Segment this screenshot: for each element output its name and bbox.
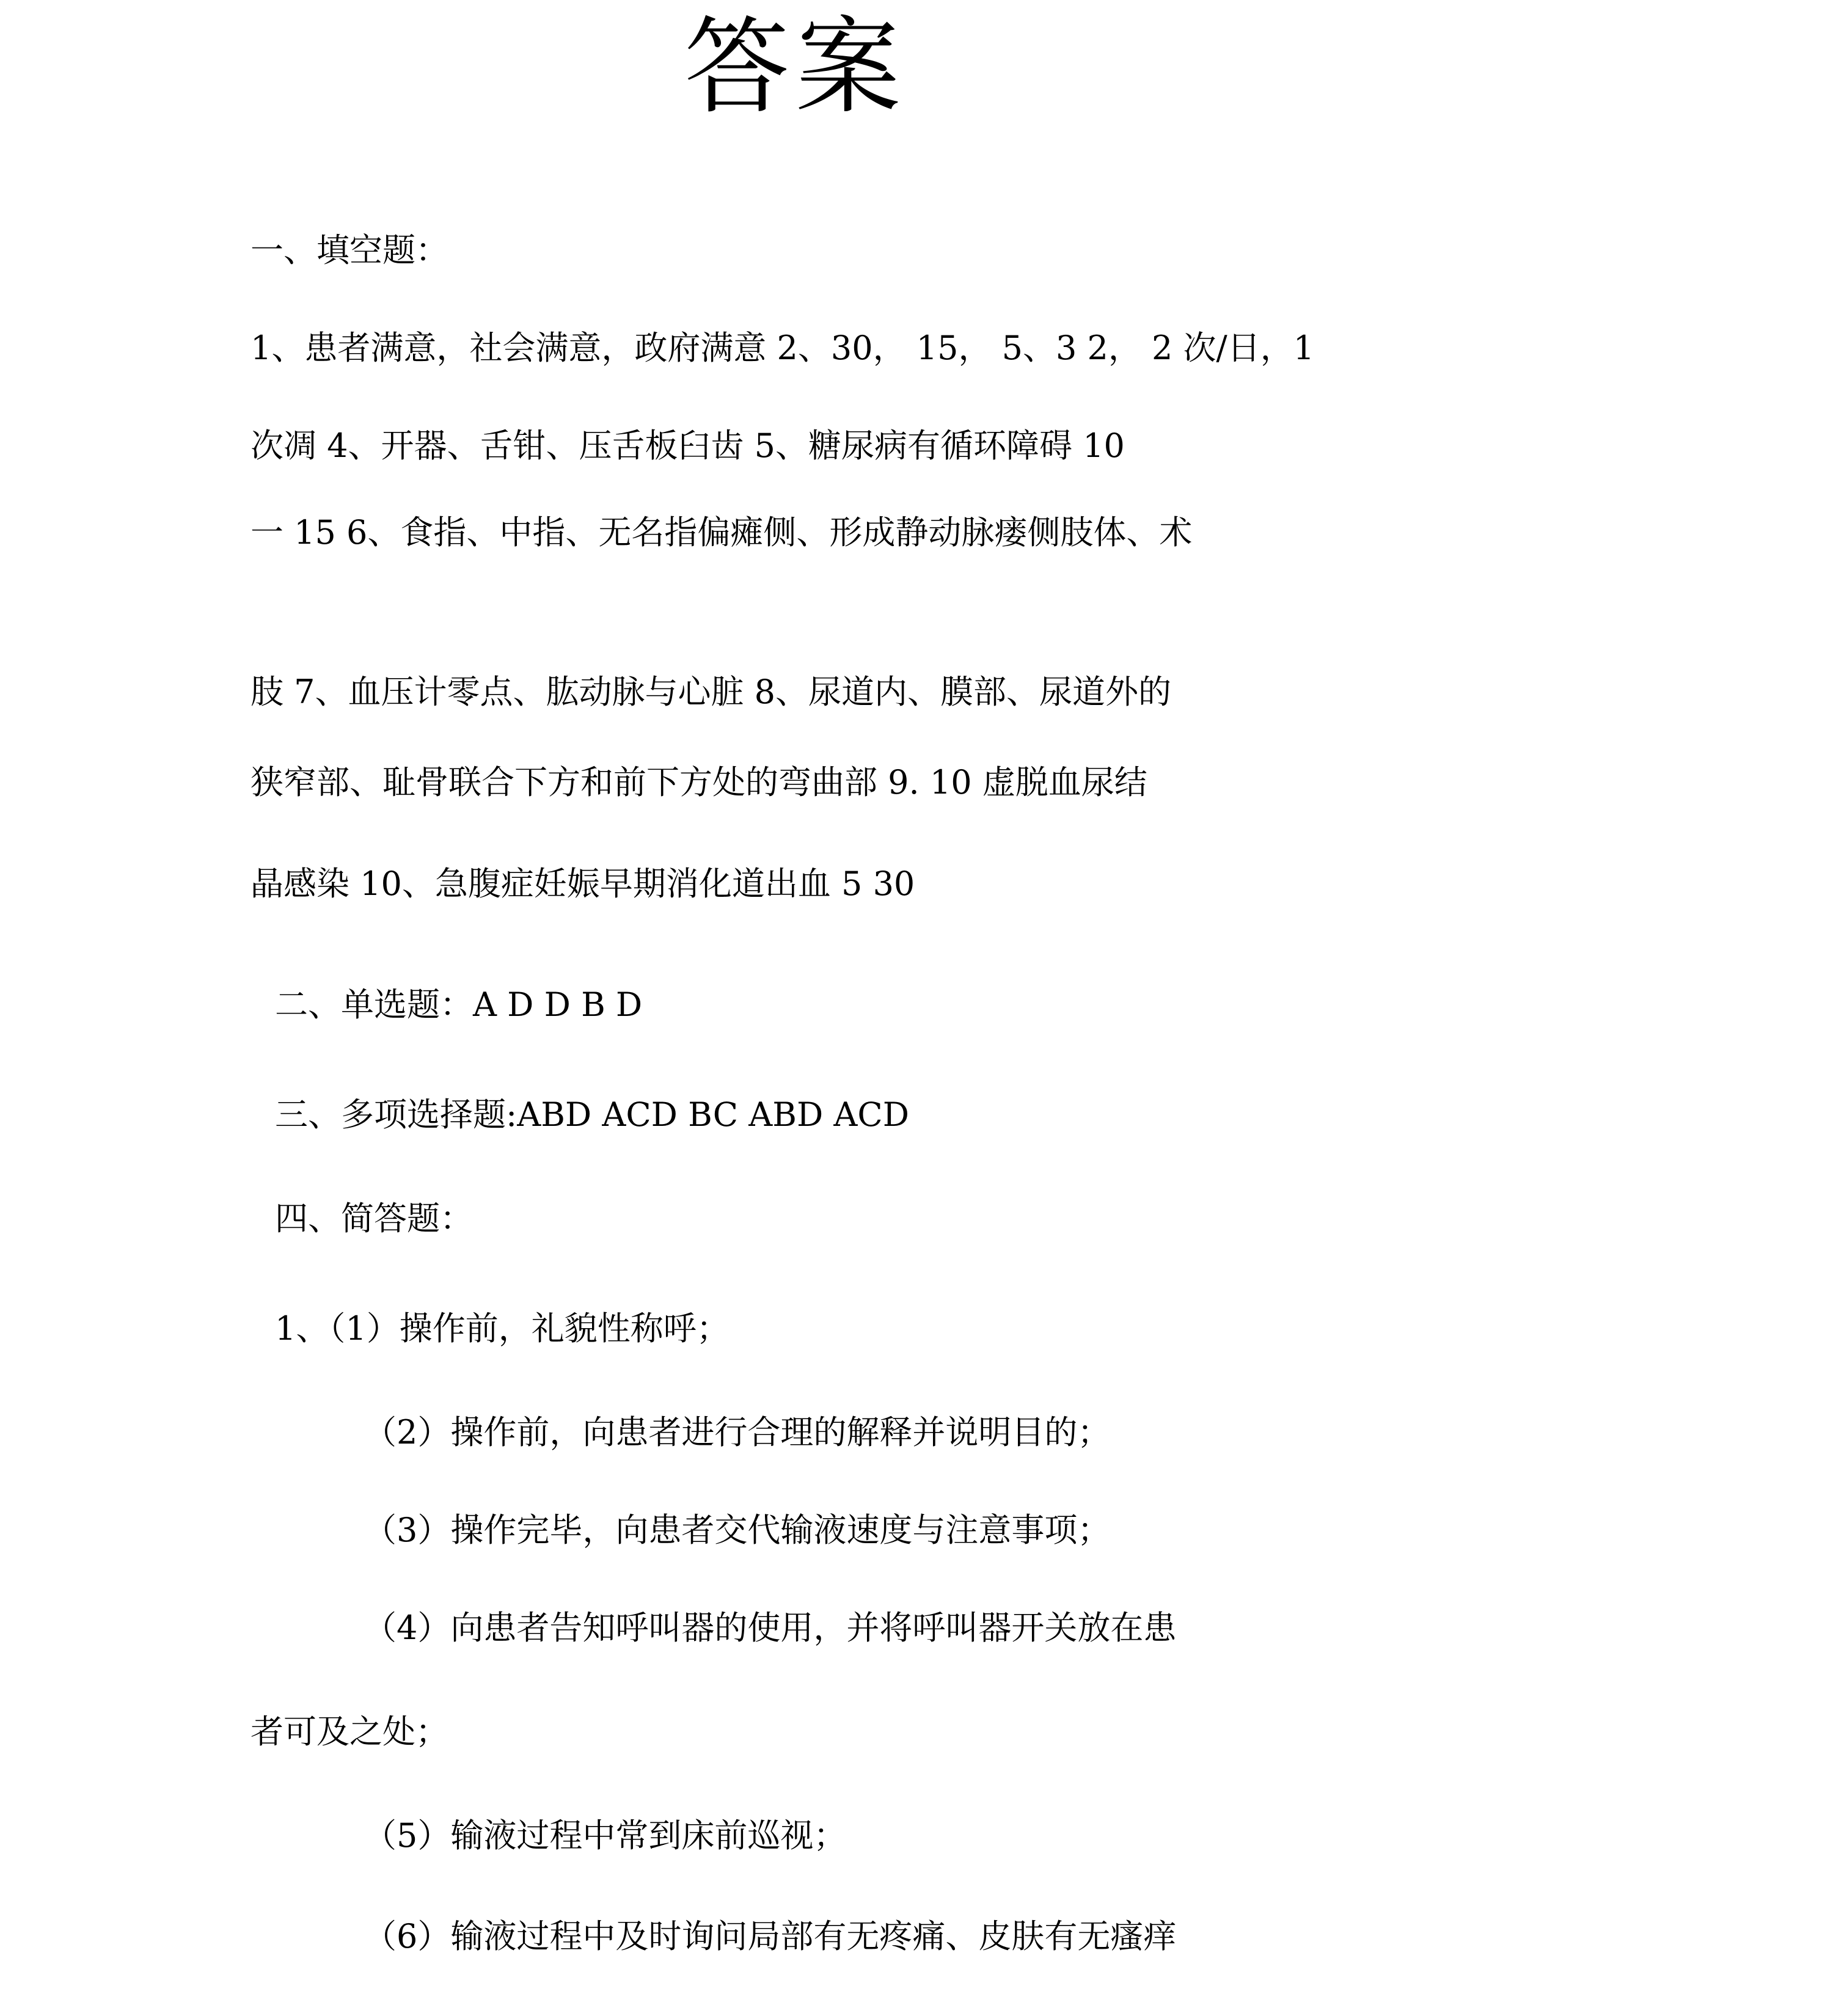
short-answer-line-2: （2）操作前，向患者进行合理的解释并说明目的； (364, 1413, 1111, 1452)
fill-blank-line-3: 一 15 6、食指、中指、无名指偏瘫侧、形成静动脉瘘侧肢体、术 (251, 513, 1193, 552)
fill-blank-line-5: 狭窄部、耻骨联合下方和前下方处的弯曲部 9. 10 虚脱血尿结 (251, 763, 1147, 802)
short-answer-line-4: （4）向患者告知呼叫器的使用，并将呼叫器开关放在患 (364, 1609, 1177, 1647)
page-title: 答案 (684, 5, 907, 128)
fill-blank-line-2: 次凋 4、开器、舌钳、压舌板臼齿 5、糖尿病有循环障碍 10 (251, 426, 1125, 465)
short-answer-line-3: （3）操作完毕，向患者交代输液速度与注意事项； (364, 1511, 1111, 1549)
fill-blank-line-6: 晶感染 10、急腹症妊娠早期消化道出血 5 30 (251, 864, 915, 903)
short-answer-line-7: （6）输液过程中及时询问局部有无疼痛、皮肤有无瘙痒 (364, 1917, 1177, 1956)
section-heading-fill-blank: 一、填空题： (251, 231, 448, 269)
section-heading-short-answer: 四、简答题： (275, 1199, 473, 1238)
short-answer-line-5: 者可及之处； (251, 1712, 448, 1751)
single-choice-answers: 二、单选题：A D D B D (275, 985, 643, 1024)
fill-blank-line-4: 肢 7、血压计零点、肱动脉与心脏 8、尿道内、膜部、尿道外的 (251, 673, 1172, 711)
multiple-choice-answers: 三、多项选择题:ABD ACD BC ABD ACD (275, 1095, 910, 1134)
short-answer-line-6: （5）输液过程中常到床前巡视； (364, 1816, 847, 1855)
short-answer-line-1: 1、（1）操作前，礼貌性称呼； (275, 1309, 730, 1348)
fill-blank-line-1: 1、患者满意，社会满意，政府满意 2、30， 15， 5、3 2， 2 次/日，1 (251, 329, 1315, 367)
